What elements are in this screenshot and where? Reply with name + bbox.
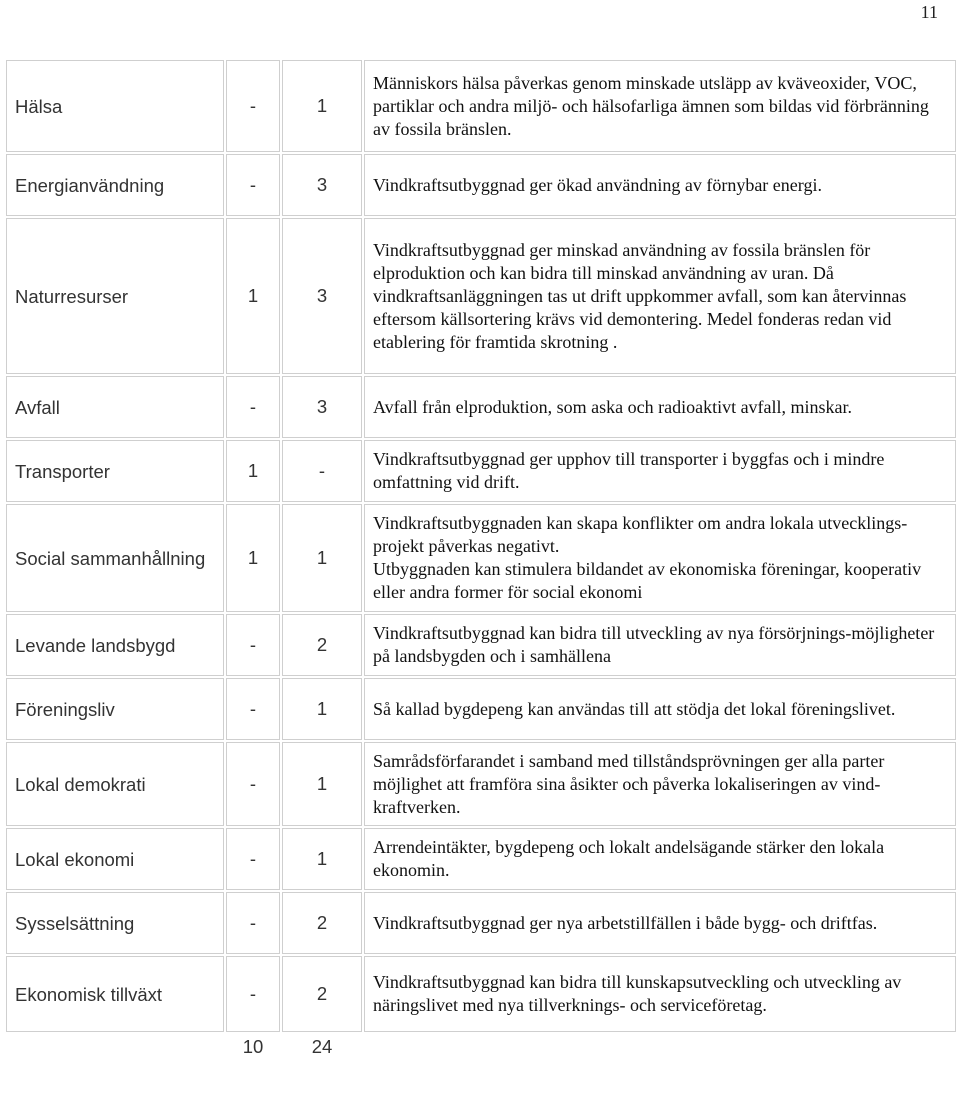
score-b-cell: 2: [282, 614, 362, 676]
score-a-cell: 1: [226, 504, 280, 612]
category-cell: Hälsa: [6, 60, 224, 152]
score-b-cell: 2: [282, 956, 362, 1032]
table-row: [6, 614, 956, 676]
description-cell: [364, 504, 956, 612]
table-row: [6, 60, 956, 152]
total-b: 24: [311, 1036, 333, 1057]
description-cell: [364, 892, 956, 954]
score-b-cell: 1: [282, 60, 362, 152]
description-paragraph: Vindkraftsutbyggnaden kan skapa konflikter om andra lokala utvecklings-projekt påverkas negativt.: [373, 513, 908, 556]
score-b-cell: 1: [282, 504, 362, 612]
table-row: [6, 440, 956, 502]
score-a-cell: -: [226, 60, 280, 152]
description-paragraph: Utbyggnaden kan stimulera bildandet av ekonomiska föreningar, kooperativ eller andra former för social ekonomi: [373, 559, 922, 602]
category-cell: Levande landsbygd: [6, 614, 224, 676]
description-cell: [364, 218, 956, 374]
score-b-cell: 1: [282, 678, 362, 740]
description-cell: [364, 614, 956, 676]
description-paragraph: Vindkraftsutbyggnad ger upphov till transporter i byggfas och i mindre omfattning vid drift.: [373, 449, 885, 492]
description-cell: [364, 154, 956, 216]
description-cell: [364, 956, 956, 1032]
description-paragraph: Vindkraftsutbyggnad kan bidra till utveckling av nya försörjnings-möjligheter på landsbygden och i samhällena: [373, 623, 935, 666]
score-a-cell: -: [226, 678, 280, 740]
description-cell: [364, 440, 956, 502]
score-a-cell: -: [226, 614, 280, 676]
score-b-cell: -: [282, 440, 362, 502]
assessment-table-body: [6, 60, 956, 1060]
score-a-cell: -: [226, 892, 280, 954]
table-row: [6, 218, 956, 374]
score-a-cell: -: [226, 956, 280, 1032]
table-row: [6, 828, 956, 890]
score-a-cell: 1: [226, 218, 280, 374]
totals-row: [6, 1034, 956, 1060]
category-cell: Transporter: [6, 440, 224, 502]
table-row: [6, 956, 956, 1032]
page-number: 11: [920, 2, 938, 22]
table-row: [6, 504, 956, 612]
description-paragraph: Vindkraftsutbyggnad ger ökad användning av förnybar energi.: [373, 174, 822, 195]
description-cell: [364, 742, 956, 826]
score-a-cell: 1: [226, 440, 280, 502]
table-row: [6, 892, 956, 954]
score-b-cell: 3: [282, 218, 362, 374]
table-row: [6, 742, 956, 826]
score-b-cell: 1: [282, 742, 362, 826]
category-cell: Lokal ekonomi: [6, 828, 224, 890]
category-cell: Energianvändning: [6, 154, 224, 216]
total-a: 10: [242, 1036, 264, 1057]
category-cell: Ekonomisk tillväxt: [6, 956, 224, 1032]
score-b-cell: 1: [282, 828, 362, 890]
description-paragraph: Vindkraftsutbyggnad kan bidra till kunskapsutveckling och utveckling av näringslivet med nya tillverknings- och serviceföretag.: [373, 972, 902, 1015]
category-cell: Social sammanhållning: [6, 504, 224, 612]
description-paragraph: Människors hälsa påverkas genom minskade utsläpp av kväveoxider, VOC, partiklar och andra miljö- och hälsofarliga ämnen som bildas vid förbränning av fossila bränslen.: [373, 72, 929, 139]
score-a-cell: -: [226, 154, 280, 216]
empty-cell: [364, 1034, 956, 1060]
category-cell: Föreningsliv: [6, 678, 224, 740]
description-paragraph: Arrendeintäkter, bygdepeng och lokalt andelsägande stärker den lokala ekonomin.: [373, 837, 885, 880]
score-b-cell: 2: [282, 892, 362, 954]
description-cell: [364, 60, 956, 152]
score-a-cell: -: [226, 828, 280, 890]
category-cell: Sysselsättning: [6, 892, 224, 954]
description-paragraph: Vindkraftsutbyggnad ger nya arbetstillfällen i både bygg- och driftfas.: [373, 912, 878, 933]
category-cell: Avfall: [6, 376, 224, 438]
description-paragraph: Så kallad bygdepeng kan användas till att stödja det lokal föreningslivet.: [373, 698, 896, 719]
score-a-cell: -: [226, 376, 280, 438]
category-cell: Lokal demokrati: [6, 742, 224, 826]
score-b-cell: 3: [282, 154, 362, 216]
category-cell: Naturresurser: [6, 218, 224, 374]
score-b-cell: 3: [282, 376, 362, 438]
table-row: [6, 678, 956, 740]
assessment-table: [4, 58, 958, 1062]
description-paragraph: Samrådsförfarandet i samband med tillståndsprövningen ger alla parter möjlighet att framföra sina åsikter och påverka lokaliseringen av vind-kraftverken.: [373, 750, 885, 817]
description-cell: [364, 828, 956, 890]
score-a-cell: -: [226, 742, 280, 826]
table-row: [6, 154, 956, 216]
description-paragraph: Avfall från elproduktion, som aska och radioaktivt avfall, minskar.: [373, 396, 853, 417]
description-cell: [364, 678, 956, 740]
description-paragraph: Vindkraftsutbyggnad ger minskad användning av fossila bränslen för elproduktion och kan bidra till minskad användning av uran. Då vindkraftsanläggningen tas ut drift uppkommer avfall, som kan återvinnas eftersom källsortering krävs vid demontering. Medel fonderas redan vid etablering för framtida skrotning .: [373, 239, 907, 352]
description-cell: [364, 376, 956, 438]
table-row: [6, 376, 956, 438]
empty-cell: [6, 1034, 224, 1060]
